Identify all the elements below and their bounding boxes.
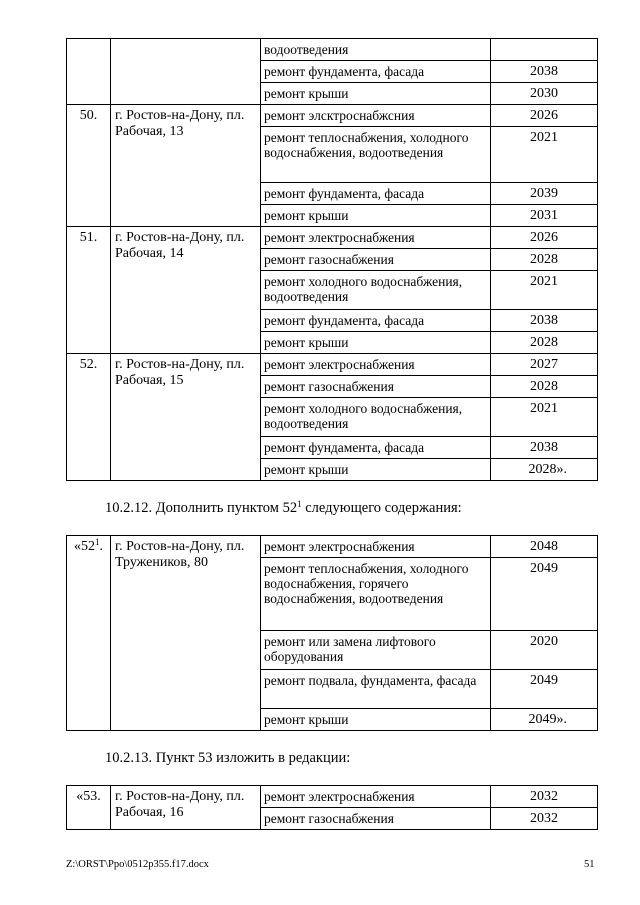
- work-type: ремонт или замена лифтового оборудования: [261, 631, 491, 670]
- table-row: [67, 105, 598, 127]
- work-type: ремонт фундамента, фасада: [261, 61, 491, 83]
- row-number: «$52^1$.: [67, 536, 111, 731]
- work-type: ремонт газоснабжения: [261, 808, 491, 830]
- work-year: 2038: [491, 437, 598, 459]
- work-year: 2032: [491, 808, 598, 830]
- work-type: ремонт крыши: [261, 332, 491, 354]
- work-year: 2039: [491, 183, 598, 205]
- work-year: 2027: [491, 354, 598, 376]
- work-year: 2020: [491, 631, 598, 670]
- work-type: ремонт элсктроснабжсния: [261, 105, 491, 127]
- work-type: ремонт электроснабжения: [261, 354, 491, 376]
- work-year: 2038: [491, 61, 598, 83]
- amendment-paragraph: 10.2.13. Пункт 53 изложить в редакции:: [105, 750, 351, 766]
- works-table-replaced: [66, 785, 598, 830]
- work-year: 2026: [491, 227, 598, 249]
- work-type: ремонт фундамента, фасада: [261, 310, 491, 332]
- work-year: 2026: [491, 105, 598, 127]
- work-year: 2028: [491, 376, 598, 398]
- work-year: 2021: [491, 271, 598, 310]
- work-year: 2031: [491, 205, 598, 227]
- row-address: г. Ростов-на-Дону, пл. Рабочая, 15: [111, 354, 261, 481]
- work-type: водоотведения: [261, 39, 491, 61]
- row-address: г. Ростов-на-Дону, пл. Рабочая, 14: [111, 227, 261, 354]
- superscript: 1: [297, 499, 302, 509]
- work-year: 2049».: [491, 709, 598, 731]
- work-year: 2049: [491, 670, 598, 709]
- footer-page-number: 51: [584, 859, 595, 870]
- work-type: ремонт газоснабжения: [261, 249, 491, 271]
- work-type: ремонт газоснабжения: [261, 376, 491, 398]
- work-year: [491, 39, 598, 61]
- amendment-paragraph: 10.2.12. Дополнить пунктом $52^1$ следующего содержания:: [105, 499, 462, 516]
- work-type: ремонт подвала, фундамента, фасада: [261, 670, 491, 709]
- work-year: 2028».: [491, 459, 598, 481]
- work-type: ремонт электроснабжения: [261, 786, 491, 808]
- work-type: ремонт электроснабжения: [261, 227, 491, 249]
- work-type: ремонт крыши: [261, 205, 491, 227]
- work-type: ремонт холодного водоснабжения, водоотведения: [261, 271, 491, 310]
- row-number: «53.: [67, 786, 111, 830]
- work-year: 2048: [491, 536, 598, 558]
- work-year: 2021: [491, 127, 598, 183]
- row-address: [111, 39, 261, 105]
- work-type: ремонт фундамента, фасада: [261, 437, 491, 459]
- work-year: 2049: [491, 558, 598, 631]
- row-address: г. Ростов-на-Дону, пл. Рабочая, 16: [111, 786, 261, 830]
- work-type: ремонт теплоснабжения, холодного водоснабжения, горячего водоснабжения, водоотведения: [261, 558, 491, 631]
- row-number: 51.: [67, 227, 111, 354]
- work-year: 2030: [491, 83, 598, 105]
- work-year: 2038: [491, 310, 598, 332]
- work-year: 2021: [491, 398, 598, 437]
- work-type: ремонт крыши: [261, 83, 491, 105]
- works-table-added: [66, 535, 598, 731]
- work-year: 2028: [491, 332, 598, 354]
- work-year: 2032: [491, 786, 598, 808]
- work-type: ремонт фундамента, фасада: [261, 183, 491, 205]
- table-row: [67, 227, 598, 249]
- table-row: [67, 536, 598, 558]
- work-year: 2028: [491, 249, 598, 271]
- table-row: [67, 786, 598, 808]
- work-type: ремонт теплоснабжения, холодного водоснабжения, водоотведения: [261, 127, 491, 183]
- work-type: ремонт холодного водоснабжения, водоотведения: [261, 398, 491, 437]
- work-type: ремонт электроснабжения: [261, 536, 491, 558]
- row-number: [67, 39, 111, 105]
- work-type: ремонт крыши: [261, 709, 491, 731]
- row-number: 50.: [67, 105, 111, 227]
- work-type: ремонт крыши: [261, 459, 491, 481]
- table-row: [67, 354, 598, 376]
- row-number: 52.: [67, 354, 111, 481]
- table-row: [67, 39, 598, 61]
- works-table-top: [66, 38, 598, 481]
- row-address: г. Ростов-на-Дону, пл. Рабочая, 13: [111, 105, 261, 227]
- row-address: г. Ростов-на-Дону, пл. Тружеников, 80: [111, 536, 261, 731]
- footer-file-path: Z:\ORST\Ppo\0512p355.f17.docx: [66, 859, 209, 870]
